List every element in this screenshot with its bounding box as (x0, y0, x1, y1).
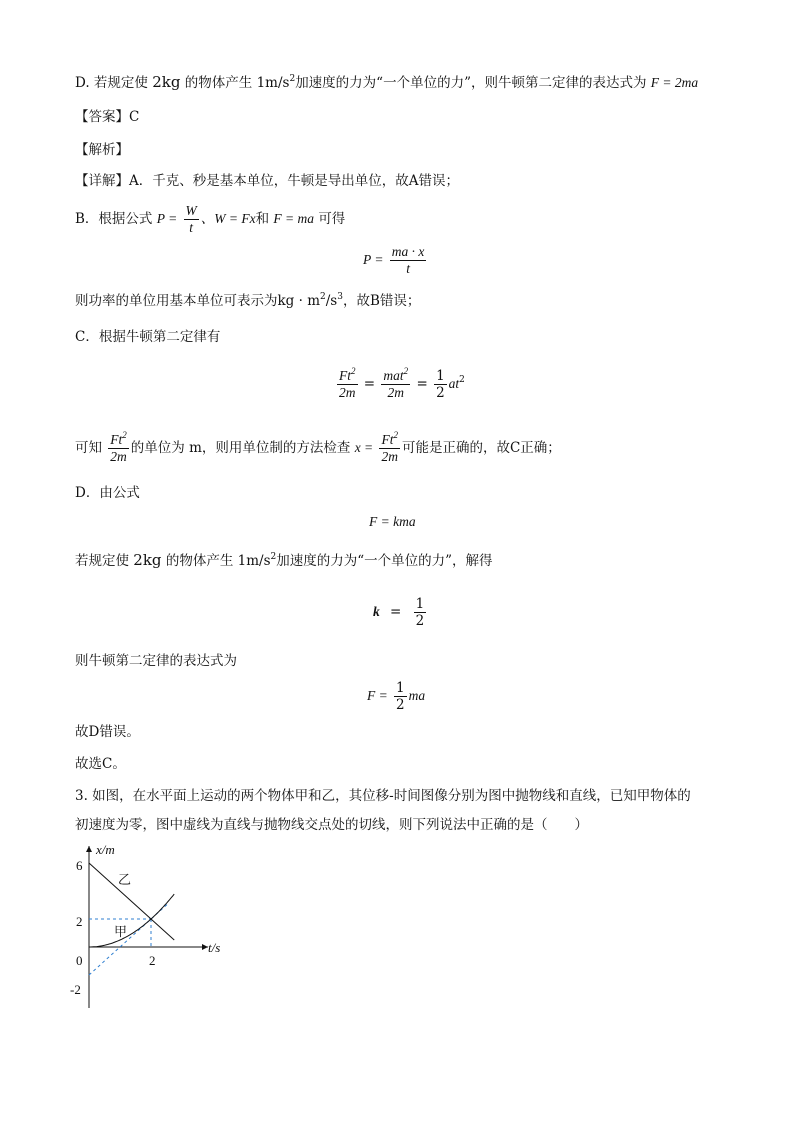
b-unit-s: /s (325, 293, 338, 309)
x-tick-2: 2 (149, 953, 156, 968)
b-frac-den: t (189, 220, 194, 235)
detail-b-line (75, 203, 345, 236)
b-fraction (184, 203, 199, 236)
q3-text-1: 3. 如图，在水平面上运动的两个物体甲和乙，其位移-时间图像分别为图中抛物线和直线，已知甲物体的 (75, 788, 691, 804)
series-yi-line (89, 863, 174, 940)
c-conc-frac2 (379, 432, 400, 465)
answer-value: C (129, 109, 140, 125)
option-d-mass: 2kg (152, 73, 181, 91)
detail-a-line (75, 171, 459, 191)
equation-2 (335, 364, 465, 404)
y-tick-2: 2 (76, 914, 83, 929)
detail-a-text: A．千克、秒是基本单位，牛顿是导出单位，故A错误； (129, 173, 459, 189)
eq5-frac (394, 680, 407, 713)
eq2-n1-exp: 2 (351, 366, 356, 376)
equation-1 (363, 242, 428, 278)
d-prefix: D．由公式 (75, 485, 140, 501)
c-conc-x: x = (354, 440, 374, 455)
option-d-mid2: 加速度的力为“一个单位的力”，则牛顿第二定律的表达式为 (295, 75, 647, 91)
eq2-n2-exp: 2 (403, 366, 409, 376)
d2-mid1: 的物体产生 (165, 553, 234, 569)
analysis-line (75, 140, 129, 160)
c-conc-frac1 (108, 432, 129, 465)
eq2-n1-wrap (337, 368, 358, 385)
d-line (75, 483, 140, 503)
option-d-formula: F = 2ma (650, 75, 699, 90)
question-3-line-1 (75, 786, 691, 806)
position-time-graph (58, 838, 238, 1008)
x-axis-label: t/s (208, 940, 221, 955)
eq5-tail: ma (408, 688, 426, 703)
eq2-tail-exp: 2 (459, 375, 465, 385)
option-d-prefix: D. 若规定使 (75, 75, 148, 91)
c-conc-n2-wrap (379, 432, 400, 449)
eq1-fraction (390, 244, 427, 277)
b-and: 和 (255, 211, 270, 227)
final-answer: 故选C。 (75, 756, 126, 772)
series-jia-label: 甲 (114, 924, 128, 939)
b-formula3: F = ma (273, 211, 315, 226)
d2-line (75, 550, 493, 571)
eq1-left: P = (363, 252, 384, 267)
eq1-den: t (406, 261, 410, 276)
answer-label: 【答案】 (75, 109, 129, 125)
eq4-den: 2 (415, 613, 425, 629)
equation-5 (367, 676, 425, 716)
c-conc-c: 可能是正确的，故C正确； (401, 440, 561, 456)
final-line (75, 754, 126, 774)
option-d-accel: 1m/s (256, 75, 290, 91)
equation-4 (373, 592, 428, 632)
b-conclusion-line (75, 291, 420, 311)
eq2-eq2: = (416, 376, 428, 392)
q3-text-2: 初速度为零，图中虚线为直线与抛物线交点处的切线，则下列说法中正确的是（ ） (75, 817, 588, 833)
b-formula2: 、W = Fx (200, 211, 256, 226)
c-conc-b: 的单位为 m，则用单位制的方法检查 (130, 440, 351, 456)
c-line (75, 327, 220, 347)
eq2-frac2 (381, 368, 410, 401)
equation-3 (369, 512, 416, 532)
eq4-num: 1 (415, 596, 425, 612)
y-tick-neg2: -2 (70, 982, 81, 997)
c-conc-n2-exp: 2 (393, 430, 398, 440)
y-tick-0: 0 (76, 953, 83, 968)
eq3: F = kma (369, 514, 416, 529)
c-conc-a: 可知 (75, 440, 102, 456)
eq2-tail: at (448, 376, 460, 391)
c-conc-d: 2m (110, 449, 127, 464)
eq2-n1: Ft (339, 368, 351, 383)
b-p: P = (156, 211, 178, 226)
c-conc-n2: Ft (381, 432, 394, 447)
eq5-left: F = (367, 688, 388, 703)
eq2-d3: 2 (436, 385, 445, 401)
c-conc-n-wrap (108, 432, 129, 449)
b-frac-num: W (185, 203, 197, 218)
b-suffix: 可得 (318, 211, 346, 227)
d3-line (75, 651, 237, 671)
option-d-exp: 2 (289, 74, 296, 84)
y-tick-6: 6 (76, 858, 83, 873)
c-conc-n-exp: 2 (122, 430, 127, 440)
question-3-line-2 (75, 815, 588, 835)
eq1-num: ma · x (391, 244, 425, 259)
option-d-mid1: 的物体产生 (184, 75, 253, 91)
eq5-num: 1 (396, 680, 405, 696)
d-conclusion-line (75, 722, 140, 742)
d2-mid2: 加速度的力为“一个单位的力”，解得 (276, 553, 493, 569)
d2-exp: 2 (270, 552, 277, 562)
eq4-k: k (373, 604, 380, 619)
b-unit: kg · m (277, 293, 320, 309)
b-unit-exp: 2 (320, 292, 326, 302)
detail-label: 【详解】 (75, 173, 129, 189)
analysis-label: 【解析】 (75, 142, 129, 158)
eq2-d2: 2m (387, 385, 405, 400)
option-d-line (75, 72, 698, 93)
b-prefix: B．根据公式 (75, 211, 153, 227)
d-conclusion: 故D错误。 (75, 724, 140, 740)
eq4-frac (414, 596, 427, 629)
c-prefix: C．根据牛顿第二定律有 (75, 329, 221, 345)
c-conc-n: Ft (110, 432, 123, 447)
d2-accel: 1m/s (237, 553, 271, 569)
eq5-den: 2 (396, 697, 405, 713)
c-conclusion-line (75, 428, 561, 468)
eq4-eq: = (390, 604, 402, 620)
y-axis-label: x/m (96, 842, 115, 857)
series-yi-label: 乙 (118, 872, 132, 887)
eq2-eq: = (363, 376, 376, 392)
b-conclusion-suffix: ，故B错误； (342, 293, 421, 309)
b-conclusion-prefix: 则功率的单位用基本单位可表示为 (75, 293, 278, 309)
answer-line (75, 107, 139, 127)
eq2-frac3 (434, 368, 447, 401)
eq2-d1: 2m (339, 385, 356, 400)
c-conc-d2: 2m (381, 449, 398, 464)
d2-mass: 2kg (133, 551, 162, 569)
eq2-n2-wrap (381, 368, 410, 385)
d2-prefix: 若规定使 (75, 553, 129, 569)
eq2-n2: mat (383, 368, 404, 383)
d3-text: 则牛顿第二定律的表达式为 (75, 653, 237, 669)
eq2-n3: 1 (436, 368, 445, 384)
b-unit-exp2: 3 (337, 292, 343, 302)
eq2-frac1 (337, 368, 358, 401)
